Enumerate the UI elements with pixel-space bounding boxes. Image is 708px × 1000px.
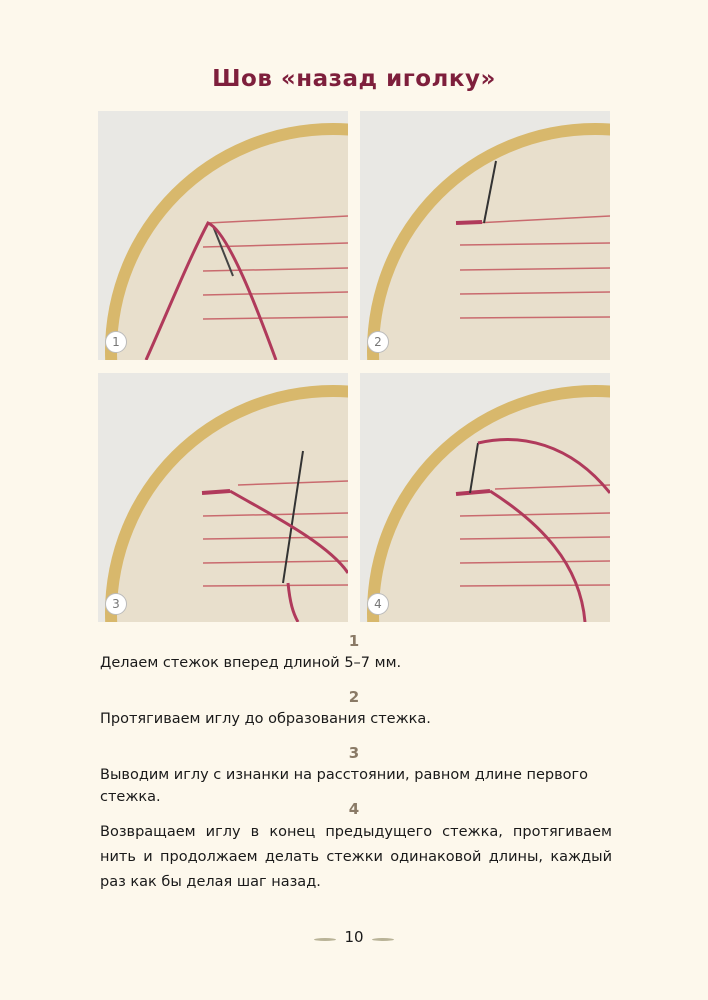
photo-step-4 xyxy=(360,373,610,622)
photo-number-badge: 1 xyxy=(105,331,127,353)
photo-step-3 xyxy=(98,373,348,622)
page-number-ornament xyxy=(372,938,394,941)
step-text: Протягиваем иглу до образования стежка. xyxy=(100,711,431,727)
step-text: Возвращаем иглу в конец предыдущего стежка, протягиваем нить и продолжаем делать стежки одинаковой длины, каждый раз как бы делая шаг назад. xyxy=(100,824,612,890)
step-number: 2 xyxy=(348,688,360,706)
step-number: 4 xyxy=(348,800,360,818)
hoop-illustration xyxy=(98,373,348,622)
hoop-illustration xyxy=(98,111,348,360)
photo-step-2 xyxy=(360,111,610,360)
step-number: 1 xyxy=(348,632,360,650)
step-text: Делаем стежок вперед длиной 5–7 мм. xyxy=(100,655,402,671)
step-number: 3 xyxy=(348,744,360,762)
page-number: 10 xyxy=(344,928,364,946)
step-text: Выводим иглу с изнанки на расстоянии, равном длине первого стежка. xyxy=(100,767,589,805)
photo-number-badge: 4 xyxy=(367,593,389,615)
photo-number-badge: 3 xyxy=(105,593,127,615)
photo-number-badge: 2 xyxy=(367,331,389,353)
hoop-illustration xyxy=(360,373,610,622)
photo-step-1 xyxy=(98,111,348,360)
hoop-illustration xyxy=(360,111,610,360)
page-title: Шов «назад иголку» xyxy=(212,66,496,92)
